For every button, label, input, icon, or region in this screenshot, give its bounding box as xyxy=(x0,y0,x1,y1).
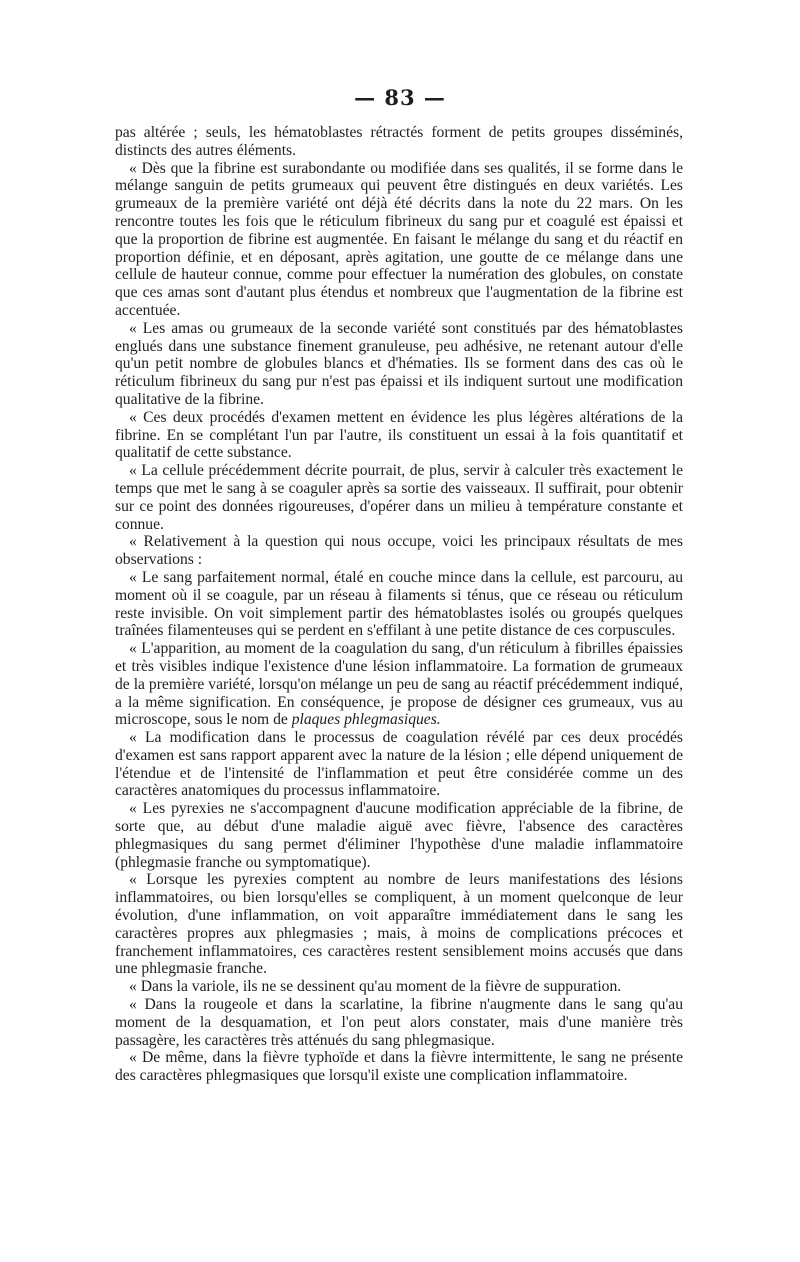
paragraph-6: « Relativement à la question qui nous occupe, voici les principaux résultats de mes observations : xyxy=(115,533,683,569)
paragraph-8 xyxy=(115,640,683,729)
body-text xyxy=(115,124,683,1085)
page-number: — 83 — xyxy=(354,85,446,110)
paragraph-8-text: « L'apparition, au moment de la coagulation du sang, d'un réticulum à fibrilles épaissies et très visibles indique l'existence d'une lésion inflammatoire. La formation de grumeaux de la première variété, lorsqu'on mélange un peu de sang au réactif précédemment indiqué, a la même signification. En conséquence, je propose de désigner ces grumeaux, vus au microscope, sous le nom de xyxy=(115,640,683,729)
paragraph-12: « Dans la variole, ils ne se dessinent qu'au moment de la fièvre de suppuration. xyxy=(129,978,622,996)
paragraph-14: « De même, dans la fièvre typhoïde et dans la fièvre intermittente, le sang ne présente des caractères phlegmasiques que lorsqu'il existe une complication inflammatoire. xyxy=(115,1049,683,1085)
paragraph-4: « Ces deux procédés d'examen mettent en évidence les plus légères altérations de la fibrine. En se complétant l'un par l'autre, ils constituent un essai à la fois quantitatif et qualitatif de cette substance. xyxy=(115,408,683,462)
paragraph-10: « Les pyrexies ne s'accompagnent d'aucune modification appréciable de la fibrine, de sorte que, au début d'une maladie aiguë avec fièvre, l'absence des caractères phlegmasiques du sang permet d'éliminer l'hypothèse d'une maladie inflammatoire (phlegmasie franche ou symptomatique). xyxy=(115,800,683,871)
paragraph-11: « Lorsque les pyrexies comptent au nombre de leurs manifestations des lésions inflammatoires, ou bien lorsqu'elles se compliquent, à un moment quelconque de leur évolution, d'une inflammation, on voit apparaître immédiatement dans le sang les caractères propres aux phlegmasies ; mais, à moins de complications précoces et franchement inflammatoires, ces caractères restent sensiblement moins accusés que dans une phlegmasie franche. xyxy=(115,871,683,978)
paragraph-9: « La modification dans le processus de coagulation révélé par ces deux procédés d'examen est sans rapport apparent avec la nature de la lésion ; elle dépend uniquement de l'étendue et de l'intensité de l'inflammation et peut être considérée comme un des caractères anatomiques du processus inflammatoire. xyxy=(115,729,683,800)
paragraph-13: « Dans la rougeole et dans la scarlatine, la fibrine n'augmente dans le sang qu'au moment de la desquamation, et l'on peut alors constater, mais d'une manière très passagère, les caractères très atténués du sang phlegmasique. xyxy=(115,996,683,1049)
paragraph-7: « Le sang parfaitement normal, étalé en couche mince dans la cellule, est parcouru, au moment où il se coagule, par un réseau à filaments si ténus, que ce réseau ou réticulum reste invisible. On voit simplement partir des hématoblastes isolés ou groupés quelques traînées filamenteuses qui se perdent en s'effilant à une petite distance de ces corpuscules. xyxy=(115,568,683,640)
paragraph-3: « Les amas ou grumeaux de la seconde variété sont constitués par des hématoblastes englués dans une substance finement granuleuse, peu adhésive, ne retenant autour d'elle qu'un petit nombre de globules blancs et d'hématies. Ils se forment dans des cas où le réticulum fibrineux du sang pur n'est pas épaissi et ils indiquent surtout une modification qualitative de la fibrine. xyxy=(115,319,683,408)
italic-term: plaques phlegmasiques. xyxy=(291,711,441,729)
paragraph-5: « La cellule précédemment décrite pourrait, de plus, servir à calculer très exactement le temps que met le sang à se coaguler après sa sortie des vaisseaux. Il suffirait, pour obtenir sur ce point des données rigoureuses, d'opérer dans un milieu à température constante et connue. xyxy=(115,462,683,533)
paragraph-1: pas altérée ; seuls, les hématoblastes rétractés forment de petits groupes disséminés, distincts des autres éléments. xyxy=(115,124,683,159)
paragraph-2: « Dès que la fibrine est surabondante ou modifiée dans ses qualités, il se forme dans le mélange sanguin de petits grumeaux qui peuvent être distingués en deux variétés. Les grumeaux de la première variété ont déjà été décrits dans la note du 22 mars. On les rencontre toutes les fois que le réticulum fibrineux du sang pur et coagulé est épaissi et que la proportion de fibrine est augmentée. En faisant le mélange du sang et du réactif en proportion définie, et en déposant, après agitation, une goutte de ce mélange dans une cellule de hauteur connue, comme pour effectuer la numération des globules, on constate que ces amas sont d'autant plus étendus et nombreux que l'augmentation de la fibrine est accentuée. xyxy=(115,159,683,319)
